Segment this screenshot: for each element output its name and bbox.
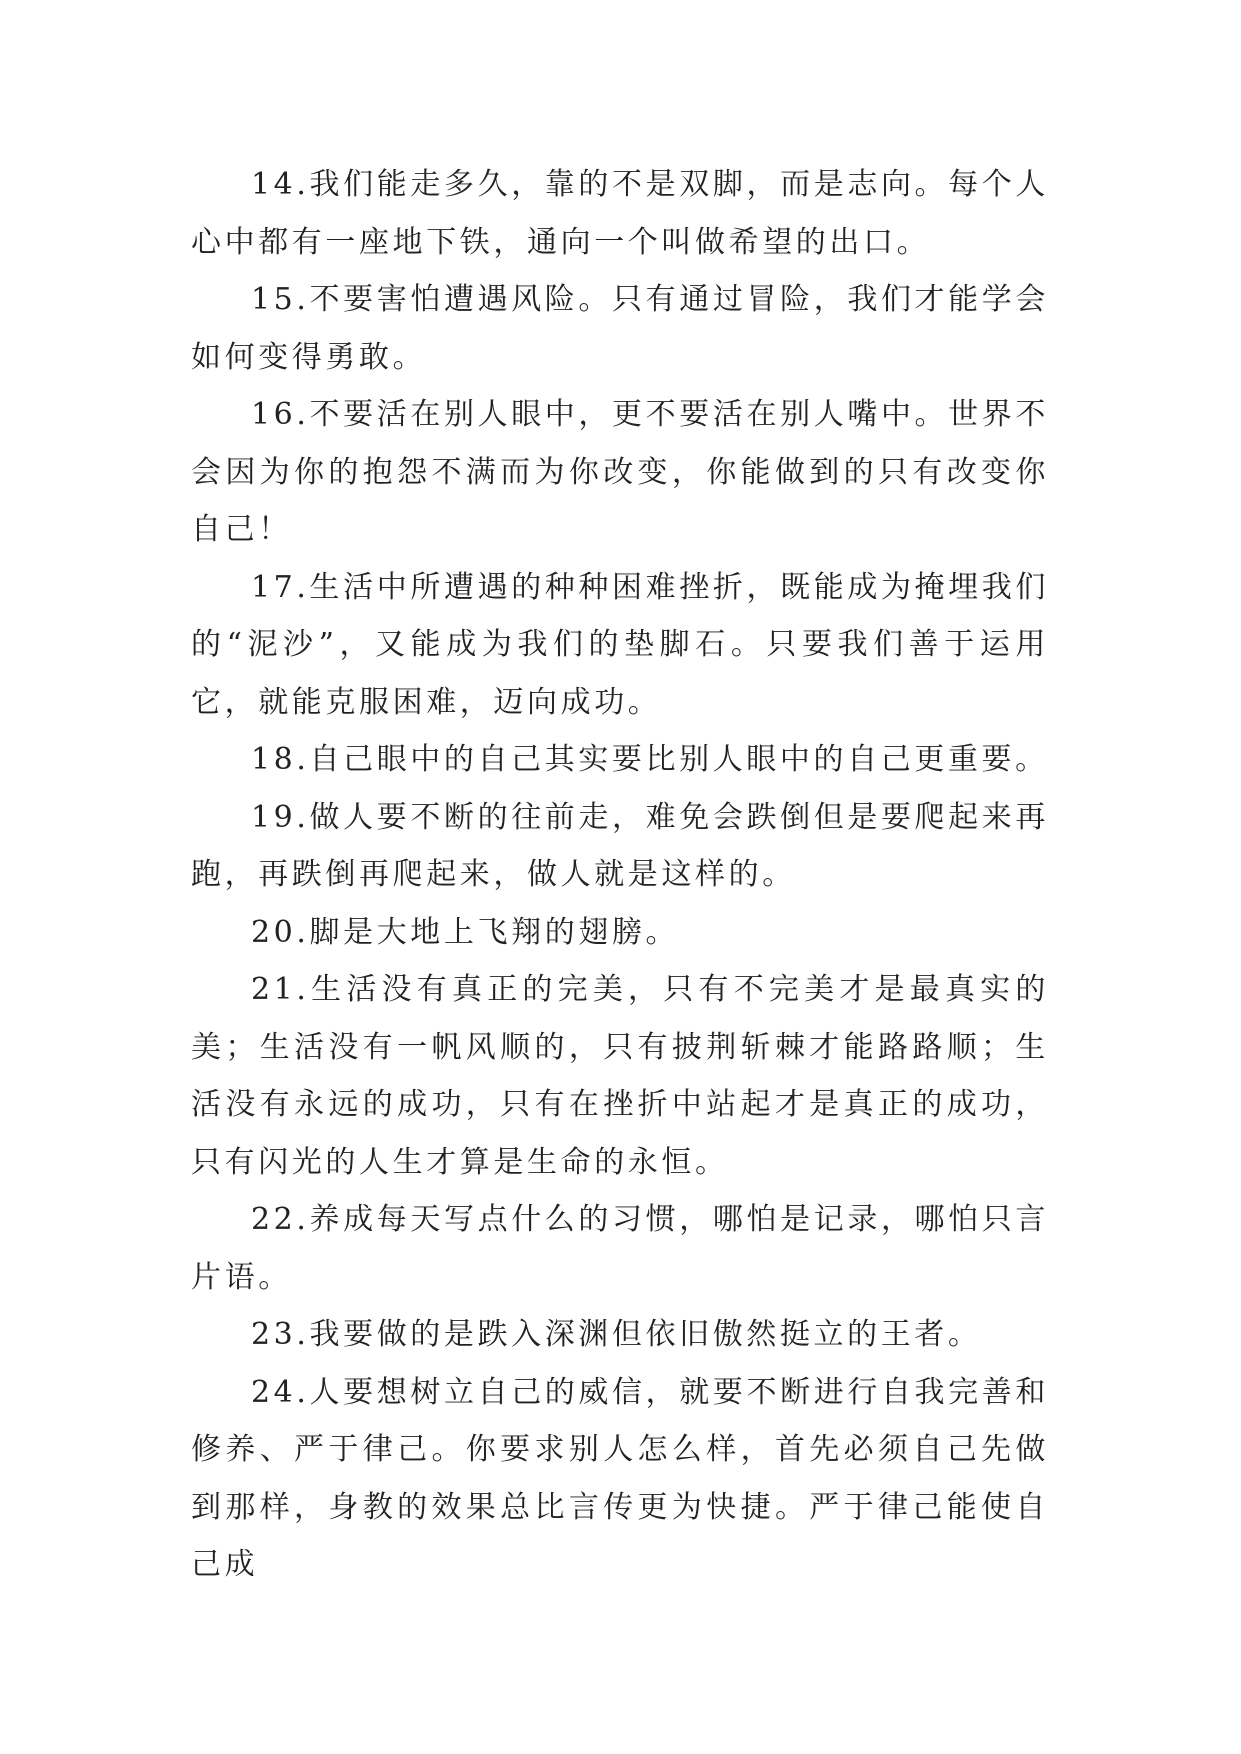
paragraph-22: 22.养成每天写点什么的习惯，哪怕是记录，哪怕只言片语。 xyxy=(191,1202,1049,1295)
paragraph-14: 14.我们能走多久，靠的不是双脚，而是志向。每个人心中都有一座地下铁，通向一个叫做希望的出口。 xyxy=(191,167,1049,260)
paragraph-20: 20.脚是大地上飞翔的翅膀。 xyxy=(251,914,680,950)
paragraph-15: 15.不要害怕遭遇风险。只有通过冒险，我们才能学会如何变得勇敢。 xyxy=(191,282,1049,375)
paragraph-23: 23.我要做的是跌入深渊但依旧傲然挺立的王者。 xyxy=(251,1317,982,1352)
paragraph-19: 19.做人要不断的往前走，难免会跌倒但是要爬起来再跑，再跌倒再爬起来，做人就是这样的。 xyxy=(191,799,1049,892)
document-body xyxy=(191,156,1049,1594)
paragraph-16: 16.不要活在别人眼中，更不要活在别人嘴中。世界不会因为你的抱怨不满而为你改变，你能做到的只有改变你自己！ xyxy=(191,397,1049,547)
paragraph-21: 21.生活没有真正的完美，只有不完美才是最真实的美；生活没有一帆风顺的，只有披荆斩棘才能路路顺；生活没有永远的成功，只有在挫折中站起才是真正的成功，只有闪光的人生才算是生命的永恒。 xyxy=(191,972,1049,1180)
paragraph-24: 24.人要想树立自己的威信，就要不断进行自我完善和修养、严于律己。你要求别人怎么样，首先必须自己先做到那样，身教的效果总比言传更为快捷。严于律己能使自己成 xyxy=(191,1374,1049,1582)
paragraph-18: 18.自己眼中的自己其实要比别人眼中的自己更重要。 xyxy=(251,742,1049,777)
paragraph-17: 17.生活中所遭遇的种种困难挫折，既能成为掩埋我们的“泥沙”，又能成为我们的垫脚石。只要我们善于运用它，就能克服困难，迈向成功。 xyxy=(191,569,1049,720)
